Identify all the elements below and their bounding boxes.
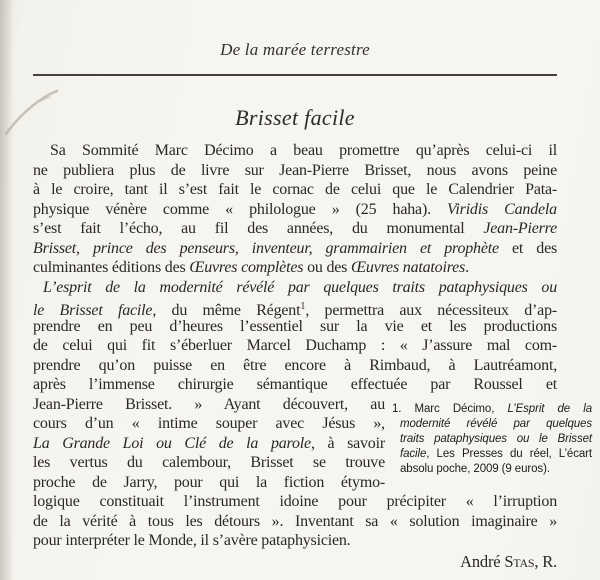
text-line: Brisset, prince des penseurs, inventeur, grammairien et prophète et des: [33, 239, 557, 257]
signature: [33, 552, 557, 572]
article-title: Brisset facile: [235, 105, 355, 130]
text-line: prendre en peu d’heures l’essentiel sur la vie et les productions: [33, 317, 557, 335]
signature-name: Stas: [504, 552, 535, 571]
text-line: de la vérité à tous les détours ». Inventant sa « solution imaginaire »: [33, 512, 557, 530]
text-line: La Grande Loi ou Clé de la parole, à savoir: [33, 434, 385, 452]
text-line: à le croire, tant il s’est fait le cornac de celui que le Calendrier Pata-: [33, 181, 557, 198]
text-line: après l’immense chirurgie sémantique effectuée par Roussel et: [33, 376, 557, 393]
text-line: L’esprit de la modernité révélé par quelques traits pataphysiques ou: [43, 278, 557, 296]
body-text: [33, 141, 557, 551]
signature-row: [33, 551, 557, 571]
header-rule: [33, 74, 557, 76]
text-line: cours d’un « intime souper avec Jésus »,: [33, 415, 385, 432]
footnote-line: facile, Les Presses du réel, L’écart: [400, 448, 592, 460]
text-line: proche de Jarry, pour qui la fiction étymo-: [33, 473, 385, 491]
footnote-line: modernité révélé par quelques: [400, 418, 592, 430]
footnote-line: traits pataphysiques ou le Brisset: [400, 433, 592, 445]
footnote: [392, 402, 592, 477]
signature-suffix: , R.: [534, 552, 557, 571]
text-line: s’est fait l’écho, au fil des années, du monumental Jean-Pierre: [33, 220, 557, 237]
text-line: pour interpréter le Monde, il s’avère pataphysicien.: [33, 532, 351, 549]
text-line: prendre qu’on puisse en être encore à Rimbaud, à Lautréamont,: [33, 356, 557, 374]
text-line: de celui qui fit s’éberluer Marcel Duchamp : « J’assure mal com-: [33, 337, 557, 354]
text-line: culminantes éditions des Œuvres complètes ou des Œuvres natatoires.: [33, 259, 469, 276]
page-edge-shadow: [0, 0, 14, 580]
text-line: le Brisset facile, du même Régent$^1$, permettra aux nécessiteux d’ap-: [33, 301, 558, 319]
text-line: Sa Sommité Marc Décimo a beau promettre qu’après celui-ci il: [50, 142, 557, 159]
running-header: De la marée terrestre: [220, 40, 370, 59]
signature-prefix: André: [460, 552, 505, 571]
text-line: logique constituait l’instrument idoine pour précipiter « l’irruption: [33, 493, 557, 510]
text-line: les vertus du calembour, Brisset se trouve: [33, 454, 385, 471]
footnote-line: absolu poche, 2009 (9 euros).: [400, 463, 550, 475]
footnote-line: 1. Marc Décimo, L’Esprit de la: [392, 403, 592, 415]
text-line: physique vénère comme « philologue » (25 haha). Viridis Candela: [33, 200, 557, 218]
text-line: ne publiera plus de livre sur Jean-Pierre Brisset, nous avons peine: [33, 161, 557, 179]
text-line: Jean-Pierre Brisset. » Ayant découvert, au: [33, 395, 385, 413]
